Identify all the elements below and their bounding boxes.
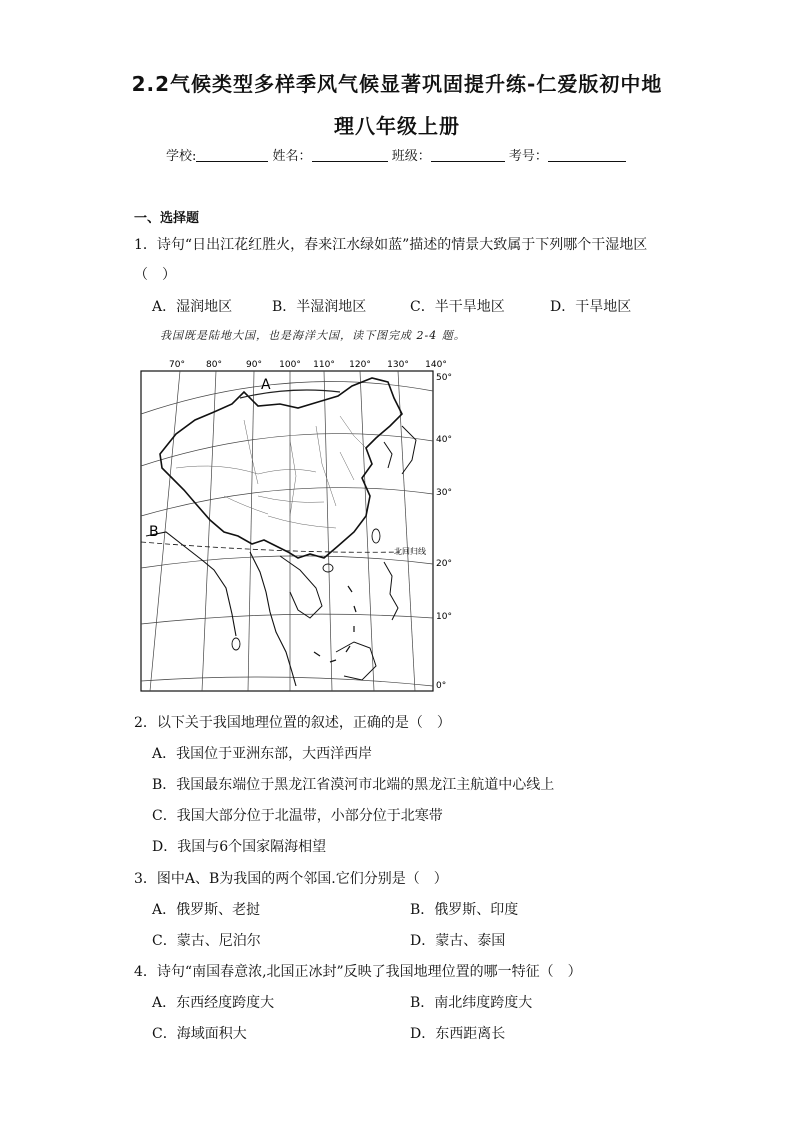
q3-option-a[interactable]: A．俄罗斯、老挝 xyxy=(152,902,261,918)
south-china-sea-dashes xyxy=(314,586,356,662)
lon-label-120: 120° xyxy=(349,360,371,370)
document-title-line1: 2.2气候类型多样季风气候显著巩固提升练-仁爱版初中地 xyxy=(131,72,663,96)
question-1-stem-cont: （ ） xyxy=(134,267,176,283)
question-2-stem: 2．以下关于我国地理位置的叙述，正确的是（ ） xyxy=(134,715,451,731)
question-4-stem: 4．诗句“南国春意浓,北国正冰封”反映了我国地理位置的哪一特征（ ） xyxy=(134,964,582,980)
q1-option-b[interactable]: B．半湿润地区 xyxy=(272,299,367,315)
document-title-line2: 理八年级上册 xyxy=(334,114,460,138)
question-1-stem: 1．诗句“日出江花红胜火，春来江水绿如蓝”描述的情景大致属于下列哪个干湿地区 xyxy=(134,237,648,253)
map-label-b: B xyxy=(149,524,159,540)
japan-islands xyxy=(402,426,416,474)
q2-option-a[interactable]: A．我国位于亚洲东部，大西洋西岸 xyxy=(152,746,373,762)
section-heading: 一、选择题 xyxy=(134,211,200,226)
china-outline xyxy=(160,378,402,558)
q3-option-c[interactable]: C．蒙古、尼泊尔 xyxy=(152,933,261,949)
lat-label-10: 10° xyxy=(436,612,452,622)
school-blank[interactable] xyxy=(196,148,268,162)
china-map-figure xyxy=(140,356,450,696)
student-info-row xyxy=(166,145,626,164)
question-3-stem: 3．图中A、B为我国的两个邻国.它们分别是（ ） xyxy=(134,871,448,887)
lat-label-50: 50° xyxy=(436,373,452,383)
q1-option-c[interactable]: C．半干旱地区 xyxy=(410,299,505,315)
class-label: 班级： xyxy=(391,149,431,164)
lat-label-40: 40° xyxy=(436,435,452,445)
q2-option-b[interactable]: B．我国最东端位于黑龙江省漠河市北端的黑龙江主航道中心线上 xyxy=(152,777,555,793)
q3-option-b[interactable]: B．俄罗斯、印度 xyxy=(410,902,519,918)
name-label: 姓名： xyxy=(272,149,312,164)
q4-option-c[interactable]: C．海域面积大 xyxy=(152,1026,247,1042)
lat-label-0: 0° xyxy=(436,681,447,691)
lat-label-20: 20° xyxy=(436,559,452,569)
map-caption: 我国既是陆地大国，也是海洋大国，读下图完成 2-4 题。 xyxy=(160,329,466,342)
q4-option-a[interactable]: A．东西经度跨度大 xyxy=(152,995,275,1011)
taiwan-island xyxy=(372,529,380,543)
q3-option-d[interactable]: D．蒙古、泰国 xyxy=(410,933,506,949)
q4-option-b[interactable]: B．南北纬度跨度大 xyxy=(410,995,533,1011)
philippines-islands xyxy=(384,562,398,620)
q1-option-a[interactable]: A．湿润地区 xyxy=(152,299,233,315)
korea-peninsula xyxy=(384,442,392,468)
province-lines xyxy=(176,416,366,528)
lon-label-80: 80° xyxy=(206,360,222,370)
name-blank[interactable] xyxy=(312,148,388,162)
map-label-a: A xyxy=(261,377,271,393)
lon-label-90: 90° xyxy=(246,360,262,370)
q4-option-d[interactable]: D．东西距离长 xyxy=(410,1026,506,1042)
borneo-island xyxy=(336,642,376,680)
class-blank[interactable] xyxy=(431,148,505,162)
exam-no-label: 考号： xyxy=(508,149,548,164)
q1-option-d[interactable]: D．干旱地区 xyxy=(550,299,632,315)
lat-label-30: 30° xyxy=(436,488,452,498)
school-label: 学校: xyxy=(166,149,197,164)
q2-option-d[interactable]: D．我国与6个国家隔海相望 xyxy=(152,839,327,855)
southeast-asia-coast xyxy=(250,552,296,686)
q2-option-c[interactable]: C．我国大部分位于北温带，小部分位于北寒带 xyxy=(152,808,443,824)
lon-label-110: 110° xyxy=(313,360,335,370)
map-frame xyxy=(141,371,433,691)
exam-no-blank[interactable] xyxy=(548,148,626,162)
lon-label-130: 130° xyxy=(387,360,409,370)
indochina-coast xyxy=(280,556,322,618)
lon-label-140: 140° xyxy=(425,360,447,370)
map-graticule xyxy=(141,371,433,691)
lon-label-70: 70° xyxy=(169,360,185,370)
lon-label-100: 100° xyxy=(279,360,301,370)
sri-lanka xyxy=(232,638,240,650)
hainan-island xyxy=(323,564,333,572)
tropic-label: 北回归线 xyxy=(394,547,426,556)
